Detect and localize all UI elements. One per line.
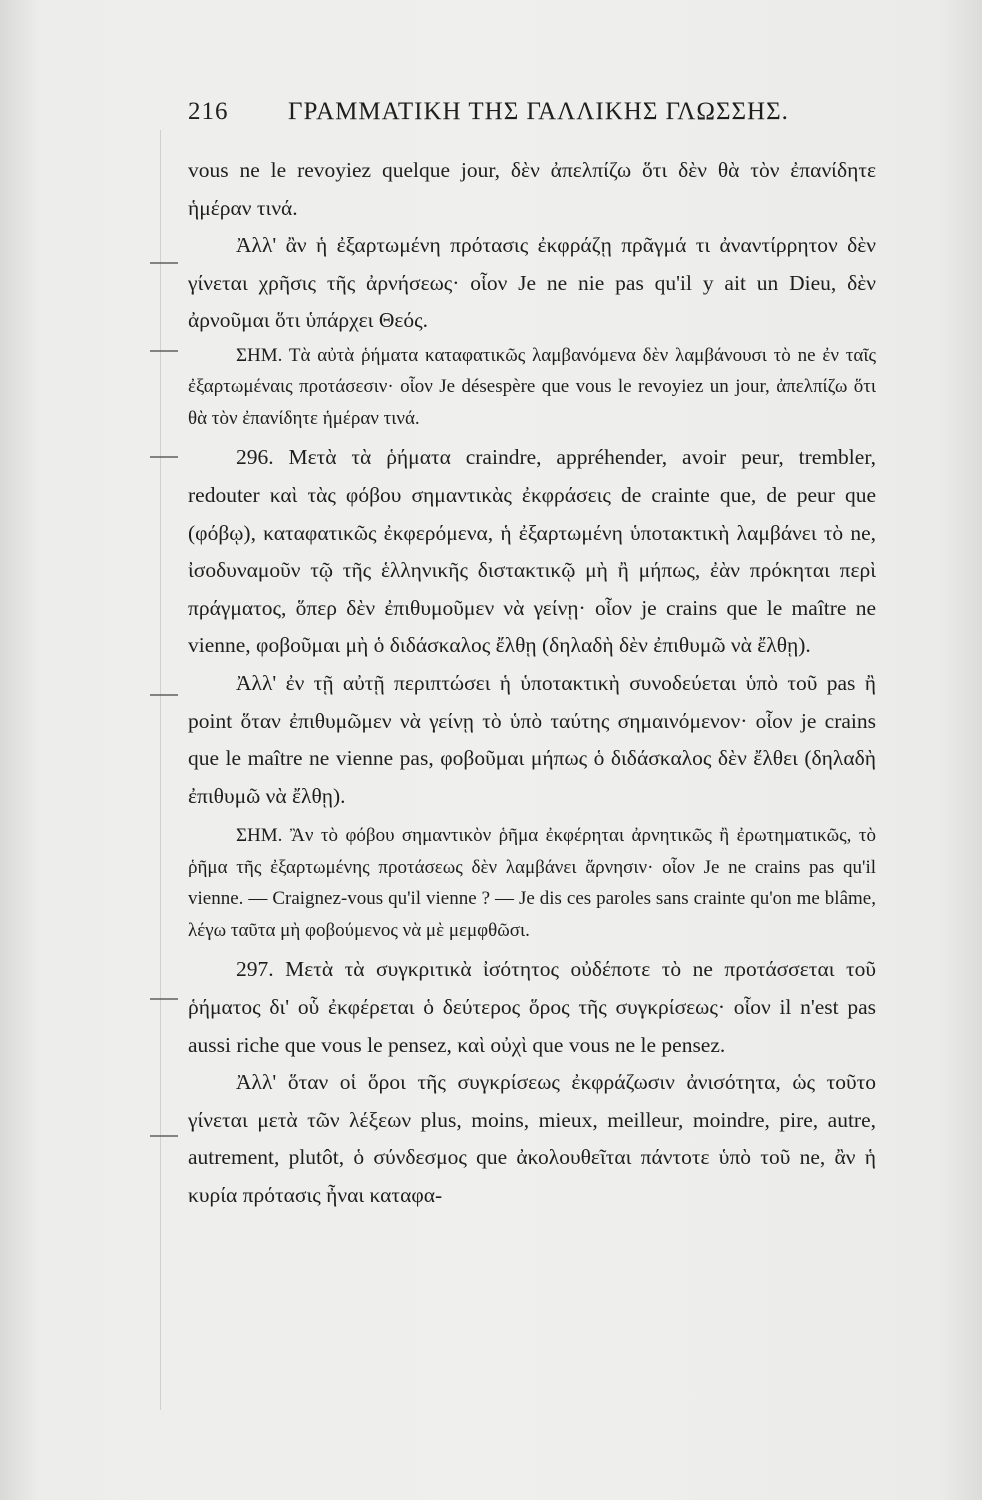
margin-mark xyxy=(150,456,178,458)
running-title: ΓΡΑΜΜΑΤΙΚΗ ΤΗΣ ΓΑΛΛΙΚΗΣ ΓΛΩΣΣΗΣ. xyxy=(288,98,789,125)
margin-mark xyxy=(150,1135,178,1137)
note-paragraph: ΣΗΜ. Ἂν τὸ φόβου σημαντικὸν ῥῆμα ἐκφέρηται ἀρνητικῶς ἢ ἐρωτηματικῶς, τὸ ῥῆμα τῆς ἐξαρτωμένης προτάσεως δὲν λαμβάνει ἄρνησιν· οἷον Je ne crains pas qu'il vienne. — Craignez-vous qu'il vienne ? — Je dis ces paroles sans crainte qu'on me blâme, λέγω ταῦτα μὴ φοβούμενος νὰ μὲ μεμφθῶσι. xyxy=(188,825,876,941)
page-header xyxy=(188,98,788,134)
paragraph-continuation: vous ne le revoyiez quelque jour, δὲν ἀπελπίζω ὅτι δὲν θὰ τὸν ἐπανίδητε ἡμέραν τινά. xyxy=(188,158,876,220)
paragraph-exception: Ἀλλ' ἂν ἡ ἐξαρτωμένη πρότασις ἐκφράζῃ πρᾶγμά τι ἀναντίρρητον δὲν γίνεται χρῆσις τῆς ἀρνήσεως· οἷον Je ne nie pas qu'il y ait un Dieu, δὲν ἀρνοῦμαι ὅτι ὑπάρχει Θεός. xyxy=(188,233,876,333)
section-296: 296. Μετὰ τὰ ῥήματα craindre, appréhender, avoir peur, trembler, redouter καὶ τὰς φόβου σημαντικὰς ἐκφράσεις de crainte que, de peur que (φόβῳ), καταφατικῶς ἐκφερόμενα, ἡ ἐξαρτωμένη ὑποτακτικὴ λαμβάνει τὸ ne, ἰσοδυναμοῦν τῷ τῆς ἑλληνικῆς διστακτικῷ μὴ ἢ μήπως, ἐὰν πρόκηται περὶ πράγματος, ὅπερ δὲν ἐπιθυμοῦμεν νὰ γείνῃ· οἷον je crains que le maître ne vienne, φοβοῦμαι μὴ ὁ διδάσκαλος ἔλθῃ (δηλαδὴ δὲν ἐπιθυμῶ νὰ ἔλθῃ). xyxy=(188,445,876,658)
margin-mark xyxy=(150,350,178,352)
margin-mark xyxy=(150,998,178,1000)
paragraph-inequality: Ἀλλ' ὅταν οἱ ὅροι τῆς συγκρίσεως ἐκφράζωσιν ἀνισότητα, ὡς τοῦτο γίνεται μετὰ τῶν λέξεων plus, moins, mieux, meilleur, moindre, pire, autre, autrement, plutôt, ὁ σύνδεσμος que ἀκολουθεῖται πάντοτε ὑπὸ τοῦ ne, ἂν ἡ κυρία πρότασις ἦναι καταφα- xyxy=(188,1070,876,1207)
section-297: 297. Μετὰ τὰ συγκριτικὰ ἰσότητος οὐδέποτε τὸ ne προτάσσεται τοῦ ῥήματος δι' οὗ ἐκφέρεται ὁ δεύτερος ὅρος τῆς συγκρίσεως· οἷον il n'est pas aussi riche que vous le pensez, καὶ οὐχὶ que vous ne le pensez. xyxy=(188,957,876,1057)
page-number: 216 xyxy=(188,98,229,125)
page-edge-shadow xyxy=(160,130,161,1410)
margin-mark xyxy=(150,262,178,264)
paragraph-pas-point: Ἀλλ' ἐν τῇ αὐτῇ περιπτώσει ἡ ὑποτακτικὴ συνοδεύεται ὑπὸ τοῦ pas ἢ point ὅταν ἐπιθυμῶμεν νὰ γείνῃ τὸ ὑπὸ ταύτης σημαινόμενον· οἷον je crains que le maître ne vienne pas, φοβοῦμαι μήπως ὁ διδάσκαλος δὲν ἔλθει (δηλαδὴ ἐπιθυμῶ νὰ ἔλθῃ). xyxy=(188,671,876,808)
margin-mark xyxy=(150,694,178,696)
note-paragraph: ΣΗΜ. Τὰ αὐτὰ ῥήματα καταφατικῶς λαμβανόμενα δὲν λαμβάνουσι τὸ ne ἐν ταῖς ἐξαρτωμέναις προτάσεσιν· οἷον Je désespère que vous le revoyiez un jour, ἀπελπίζω ὅτι θὰ τὸν ἐπανίδητε ἡμέραν τινά. xyxy=(188,344,876,429)
body-text xyxy=(188,152,876,1215)
